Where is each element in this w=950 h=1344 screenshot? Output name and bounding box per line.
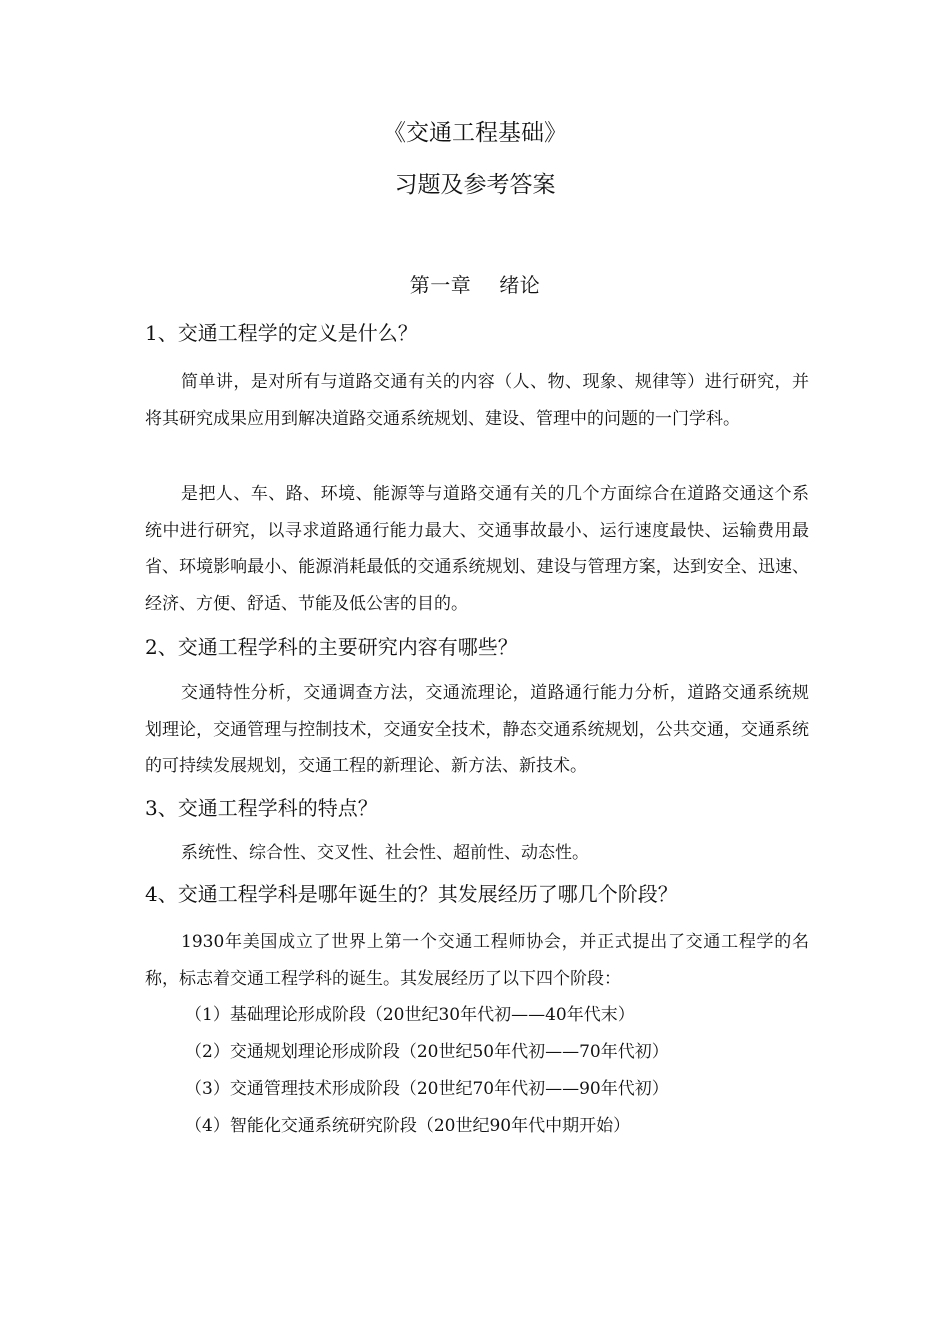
chapter-number: 第一章 <box>409 273 472 297</box>
chapter-heading <box>0 270 950 300</box>
stage-item-2: （2）交通规划理论形成阶段（20世纪50年代初——70年代初） <box>185 1042 669 1062</box>
stage-item-1: （1）基础理论形成阶段（20世纪30年代初——40年代末） <box>185 1005 635 1025</box>
answer-2-paragraph-1: 交通特性分析，交通调查方法，交通流理论，道路通行能力分析，道路交通系统规划理论，交通管理与控制技术，交通安全技术，静态交通系统规划，公共交通，交通系统的可持续发展规划，交通工程的新理论、新方法、新技术。 <box>145 683 809 776</box>
document-subtitle: 习题及参考答案 <box>394 172 556 198</box>
question-1: 1、交通工程学的定义是什么？ <box>145 321 418 345</box>
chapter-name: 绪论 <box>499 273 541 297</box>
answer-1-paragraph-1: 简单讲，是对所有与道路交通有关的内容（人、物、现象、规律等）进行研究，并将其研究成果应用到解决道路交通系统规划、建设、管理中的问题的一门学科。 <box>145 372 809 429</box>
document-title: 《交通工程基础》 <box>383 120 567 146</box>
answer-1-paragraph-2: 是把人、车、路、环境、能源等与道路交通有关的几个方面综合在道路交通这个系统中进行研究，以寻求道路通行能力最大、交通事故最小、运行速度最快、运输费用最省、环境影响最小、能源消耗最低的交通系统规划、建设与管理方案，达到安全、迅速、经济、方便、舒适、节能及低公害的目的。 <box>145 484 809 614</box>
question-2: 2、交通工程学科的主要研究内容有哪些？ <box>145 635 518 659</box>
stage-item-4: （4）智能化交通系统研究阶段（20世纪90年代中期开始） <box>185 1116 631 1136</box>
answer-3-paragraph-1: 系统性、综合性、交叉性、社会性、超前性、动态性。 <box>181 843 589 863</box>
question-4: 4、交通工程学科是哪年诞生的？其发展经历了哪几个阶段？ <box>145 882 678 906</box>
answer-4-paragraph-1: 1930年美国成立了世界上第一个交通工程师协会，并正式提出了交通工程学的名称，标志着交通工程学科的诞生。其发展经历了以下四个阶段： <box>145 932 809 989</box>
stage-item-3: （3）交通管理技术形成阶段（20世纪70年代初——90年代初） <box>185 1079 669 1099</box>
question-3: 3、交通工程学科的特点？ <box>145 796 378 820</box>
